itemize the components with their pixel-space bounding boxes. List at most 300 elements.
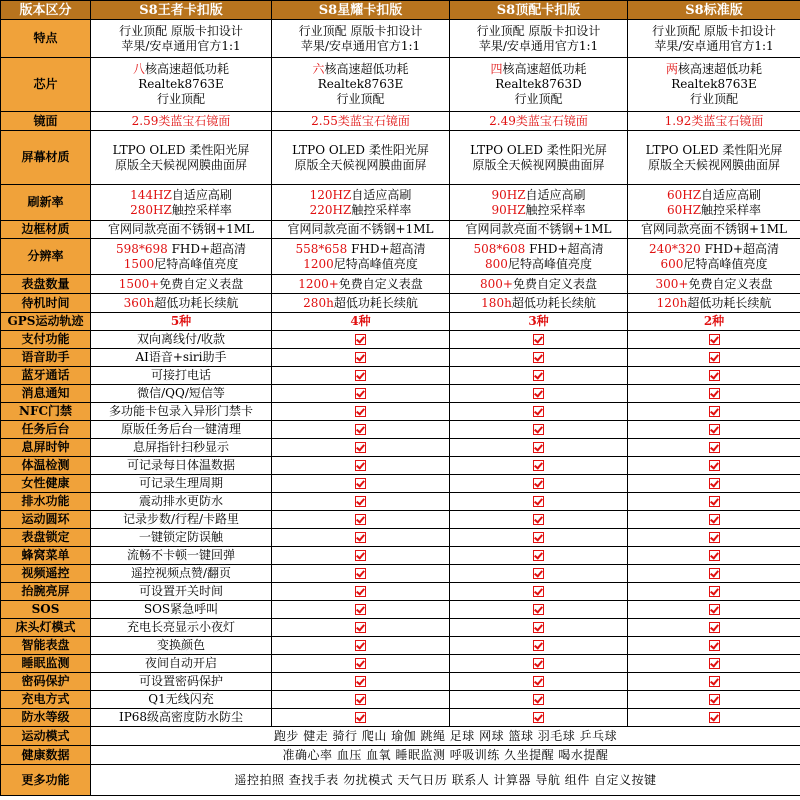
feature-check xyxy=(272,637,450,655)
feature-check xyxy=(450,547,628,565)
cell-text: 触控采样率 xyxy=(351,202,412,217)
checkbox-checked-icon xyxy=(355,460,366,471)
cell-line xyxy=(628,188,800,203)
checkbox-checked-icon xyxy=(709,478,720,489)
highlight-value: 558*658 xyxy=(295,241,348,256)
cell-line xyxy=(272,77,449,92)
checkbox-checked-icon xyxy=(355,676,366,687)
checkbox-checked-icon xyxy=(709,712,720,723)
checkbox-checked-icon xyxy=(533,532,544,543)
spec-cell xyxy=(628,294,800,313)
highlight-value: 四 xyxy=(490,62,503,76)
cell-line xyxy=(450,158,627,173)
checkbox-checked-icon xyxy=(533,352,544,363)
cell-line xyxy=(91,92,271,107)
spec-row-resolution xyxy=(1,239,800,275)
spec-row-bezel xyxy=(1,221,800,239)
spec-cell xyxy=(272,58,450,112)
checkbox-checked-icon xyxy=(709,658,720,669)
checkbox-checked-icon xyxy=(355,694,366,705)
highlight-value: 120HZ xyxy=(309,187,352,202)
header-version: 版本区分 xyxy=(1,1,91,20)
feature-check xyxy=(450,691,628,709)
row-label: 密码保护 xyxy=(1,673,91,691)
cell-line xyxy=(91,24,271,39)
feature-check xyxy=(272,511,450,529)
header-row xyxy=(1,1,800,20)
cell-text: 免费自定义表盘 xyxy=(512,276,597,291)
feature-check xyxy=(450,367,628,385)
cell-line xyxy=(91,77,271,92)
spec-cell xyxy=(450,131,628,185)
cell-text: 苹果/安卓通用官方1:1 xyxy=(654,38,774,53)
cell-line xyxy=(628,257,800,272)
feature-check xyxy=(450,385,628,403)
cell-line xyxy=(450,39,627,54)
cell-text: 尼特高峰值亮度 xyxy=(333,256,418,271)
cell-line xyxy=(91,296,271,311)
row-label: 运动模式 xyxy=(1,727,91,746)
checkbox-checked-icon xyxy=(533,640,544,651)
feature-desc: 夜间自动开启 xyxy=(91,655,272,673)
checkbox-checked-icon xyxy=(533,460,544,471)
checkbox-checked-icon xyxy=(355,568,366,579)
cell-line xyxy=(272,24,449,39)
feature-check xyxy=(272,349,450,367)
cell-line xyxy=(272,39,449,54)
cell-text: LTPO OLED 柔性阳光屏 xyxy=(292,142,429,157)
checkbox-checked-icon xyxy=(355,550,366,561)
spec-cell xyxy=(628,20,800,58)
row-label: 体温检测 xyxy=(1,457,91,475)
highlight-value: 60HZ xyxy=(666,187,702,202)
row-label: 更多功能 xyxy=(1,765,91,796)
row-label: 边框材质 xyxy=(1,221,91,239)
footer-row xyxy=(1,727,800,746)
feature-check xyxy=(272,421,450,439)
cell-line xyxy=(91,203,271,218)
feature-row xyxy=(1,565,800,583)
cell-text: 行业顶配 原版卡扣设计 xyxy=(652,23,776,38)
checkbox-checked-icon xyxy=(533,478,544,489)
row-label: 屏幕材质 xyxy=(1,131,91,185)
highlight-value: 240*320 xyxy=(648,241,701,256)
cell-line xyxy=(628,62,800,77)
feature-check xyxy=(628,439,800,457)
cell-text: 苹果/安卓通用官方1:1 xyxy=(121,38,241,53)
feature-check xyxy=(450,331,628,349)
feature-check xyxy=(450,601,628,619)
spec-cell xyxy=(272,112,450,131)
cell-line xyxy=(91,257,271,272)
checkbox-checked-icon xyxy=(355,532,366,543)
checkbox-checked-icon xyxy=(533,568,544,579)
highlight-value: 300+ xyxy=(655,276,689,291)
spec-cell xyxy=(450,275,628,294)
feature-check xyxy=(272,691,450,709)
checkbox-checked-icon xyxy=(355,352,366,363)
cell-text: LTPO OLED 柔性阳光屏 xyxy=(645,142,783,157)
checkbox-checked-icon xyxy=(355,712,366,723)
cell-text: 苹果/安卓通用官方1:1 xyxy=(300,38,421,53)
cell-line xyxy=(450,77,627,92)
feature-check xyxy=(450,511,628,529)
cell-text: 核高速超低功耗 xyxy=(502,62,587,76)
checkbox-checked-icon xyxy=(709,568,720,579)
feature-desc: AI语音+siri助手 xyxy=(91,349,272,367)
row-label: 床头灯模式 xyxy=(1,619,91,637)
cell-text: 超低功耗长续航 xyxy=(333,295,418,310)
highlight-value: 2.49类蓝宝石镜面 xyxy=(489,113,588,128)
feature-check xyxy=(450,709,628,727)
cell-text: 原版全天候视网膜曲面屏 xyxy=(114,157,247,172)
spec-cell xyxy=(91,20,272,58)
highlight-value: 220HZ xyxy=(309,202,352,217)
feature-check xyxy=(628,529,800,547)
checkbox-checked-icon xyxy=(709,334,720,345)
cell-line xyxy=(272,62,449,77)
checkbox-checked-icon xyxy=(709,622,720,633)
feature-row xyxy=(1,511,800,529)
checkbox-checked-icon xyxy=(533,676,544,687)
row-label: 芯片 xyxy=(1,58,91,112)
checkbox-checked-icon xyxy=(709,388,720,399)
cell-line xyxy=(272,143,449,158)
spec-cell xyxy=(450,112,628,131)
checkbox-checked-icon xyxy=(533,334,544,345)
highlight-value: 1200+ xyxy=(298,276,339,291)
spec-cell xyxy=(628,58,800,112)
feature-check xyxy=(450,583,628,601)
checkbox-checked-icon xyxy=(709,352,720,363)
feature-desc: Q1无线闪充 xyxy=(91,691,272,709)
feature-check xyxy=(272,385,450,403)
cell-text: Realtek8763E xyxy=(671,77,757,91)
spec-row-gps xyxy=(1,313,800,331)
feature-row xyxy=(1,367,800,385)
feature-check xyxy=(450,565,628,583)
highlight-value: 600 xyxy=(660,256,684,271)
feature-desc: 双向离线付/收款 xyxy=(91,331,272,349)
cell-line xyxy=(91,188,271,203)
feature-desc: 可记录生理周期 xyxy=(91,475,272,493)
highlight-value: 2.55类蓝宝石镜面 xyxy=(311,113,410,128)
checkbox-checked-icon xyxy=(355,388,366,399)
feature-desc: SOS紧急呼叫 xyxy=(91,601,272,619)
row-label: 运动圆环 xyxy=(1,511,91,529)
cell-text: 行业顶配 原版卡扣设计 xyxy=(476,23,601,38)
feature-check xyxy=(628,331,800,349)
feature-desc: 记录步数/行程/卡路里 xyxy=(91,511,272,529)
spec-cell xyxy=(272,239,450,275)
highlight-value: 280HZ xyxy=(130,202,172,217)
feature-row xyxy=(1,619,800,637)
cell-text: Realtek8763E xyxy=(138,77,224,91)
row-label: 分辨率 xyxy=(1,239,91,275)
checkbox-checked-icon xyxy=(533,712,544,723)
cell-line xyxy=(450,296,627,311)
checkbox-checked-icon xyxy=(533,406,544,417)
row-label: 蜂窝菜单 xyxy=(1,547,91,565)
row-label: 视频遥控 xyxy=(1,565,91,583)
feature-desc: IP68级高密度防水防尘 xyxy=(91,709,272,727)
footer-row xyxy=(1,765,800,796)
cell-text: 行业顶配 xyxy=(689,92,738,106)
footer-row xyxy=(1,746,800,765)
feature-check xyxy=(272,403,450,421)
cell-text: 自适应高刷 xyxy=(171,187,232,202)
header-s8-king: S8王者卡扣版 xyxy=(91,1,272,20)
spec-cell: 官网同款亮面不锈钢+1ML xyxy=(272,221,450,239)
checkbox-checked-icon xyxy=(533,604,544,615)
cell-text: 超低功耗长续航 xyxy=(511,295,596,310)
cell-line xyxy=(628,77,800,92)
highlight-value: 800+ xyxy=(480,276,513,291)
header-s8-top: S8顶配卡扣版 xyxy=(450,1,628,20)
feature-check xyxy=(450,439,628,457)
feature-check xyxy=(272,565,450,583)
footer-text: 准确心率 血压 血氧 睡眠监测 呼吸训练 久坐提醒 喝水提醒 xyxy=(91,746,800,765)
row-label: 防水等级 xyxy=(1,709,91,727)
row-label: 女性健康 xyxy=(1,475,91,493)
feature-desc: 震动排水更防水 xyxy=(91,493,272,511)
feature-check xyxy=(272,601,450,619)
highlight-value: 120h xyxy=(656,295,688,310)
cell-text: 触控采样率 xyxy=(171,202,232,217)
checkbox-checked-icon xyxy=(355,640,366,651)
feature-check xyxy=(272,619,450,637)
feature-check xyxy=(272,709,450,727)
spec-cell xyxy=(91,294,272,313)
feature-check xyxy=(450,349,628,367)
highlight-value: 360h xyxy=(123,295,155,310)
checkbox-checked-icon xyxy=(533,514,544,525)
cell-text: 苹果/安卓通用官方1:1 xyxy=(478,38,599,53)
spec-row-features xyxy=(1,20,800,58)
feature-row xyxy=(1,601,800,619)
checkbox-checked-icon xyxy=(533,442,544,453)
header-s8-standard: S8标准版 xyxy=(628,1,800,20)
cell-line xyxy=(628,242,800,257)
feature-check xyxy=(272,439,450,457)
cell-line xyxy=(450,188,627,203)
checkbox-checked-icon xyxy=(533,496,544,507)
feature-row xyxy=(1,673,800,691)
cell-text: 自适应高刷 xyxy=(525,187,586,202)
highlight-value: 六 xyxy=(312,62,325,76)
highlight-value: 3种 xyxy=(528,314,549,328)
cell-line xyxy=(272,296,449,311)
row-label: 智能表盘 xyxy=(1,637,91,655)
spec-cell xyxy=(272,313,450,331)
feature-check xyxy=(628,493,800,511)
spec-cell xyxy=(450,294,628,313)
row-label: 抬腕亮屏 xyxy=(1,583,91,601)
spec-cell xyxy=(272,185,450,221)
row-label: 息屏时钟 xyxy=(1,439,91,457)
row-label: 充电方式 xyxy=(1,691,91,709)
checkbox-checked-icon xyxy=(355,604,366,615)
row-label: 蓝牙通话 xyxy=(1,367,91,385)
feature-check xyxy=(272,493,450,511)
cell-text: 尼特高峰值亮度 xyxy=(683,256,768,271)
cell-line xyxy=(628,92,800,107)
highlight-value: 1500+ xyxy=(118,276,160,291)
row-label: 任务后台 xyxy=(1,421,91,439)
feature-row xyxy=(1,439,800,457)
checkbox-checked-icon xyxy=(533,388,544,399)
spec-cell xyxy=(91,131,272,185)
highlight-value: 2.59类蓝宝石镜面 xyxy=(131,113,231,128)
cell-text: 行业顶配 原版卡扣设计 xyxy=(298,23,423,38)
cell-text: Realtek8763E xyxy=(317,77,404,91)
cell-text: Realtek8763D xyxy=(495,77,582,91)
row-label: SOS xyxy=(1,601,91,619)
feature-check xyxy=(628,601,800,619)
checkbox-checked-icon xyxy=(533,424,544,435)
feature-desc: 一键锁定防误触 xyxy=(91,529,272,547)
cell-text: 行业顶配 原版卡扣设计 xyxy=(119,23,243,38)
spec-row-refresh xyxy=(1,185,800,221)
cell-text: FHD+超高清 xyxy=(525,241,604,256)
feature-desc: 可设置开关时间 xyxy=(91,583,272,601)
cell-line xyxy=(91,62,271,77)
feature-row xyxy=(1,529,800,547)
checkbox-checked-icon xyxy=(709,460,720,471)
feature-row xyxy=(1,403,800,421)
feature-check xyxy=(628,421,800,439)
spec-cell xyxy=(91,58,272,112)
feature-desc: 充电长亮显示小夜灯 xyxy=(91,619,272,637)
highlight-value: 60HZ xyxy=(666,202,702,217)
highlight-value: 598*698 xyxy=(115,241,168,256)
cell-line xyxy=(272,203,449,218)
spec-cell xyxy=(272,131,450,185)
feature-check xyxy=(628,385,800,403)
checkbox-checked-icon xyxy=(355,442,366,453)
checkbox-checked-icon xyxy=(533,370,544,381)
feature-check xyxy=(628,673,800,691)
row-label: NFC门禁 xyxy=(1,403,91,421)
highlight-value: 90HZ xyxy=(491,202,526,217)
feature-check xyxy=(628,655,800,673)
cell-line xyxy=(272,257,449,272)
feature-check xyxy=(628,457,800,475)
cell-line xyxy=(272,277,449,292)
cell-line xyxy=(628,158,800,173)
spec-cell xyxy=(272,275,450,294)
feature-row xyxy=(1,331,800,349)
checkbox-checked-icon xyxy=(709,406,720,417)
row-label: 睡眠监测 xyxy=(1,655,91,673)
feature-check xyxy=(628,547,800,565)
spec-row-screen xyxy=(1,131,800,185)
spec-cell: 官网同款亮面不锈钢+1ML xyxy=(628,221,800,239)
spec-cell: 官网同款亮面不锈钢+1ML xyxy=(91,221,272,239)
checkbox-checked-icon xyxy=(709,532,720,543)
cell-text: 行业顶配 xyxy=(336,92,385,106)
feature-check xyxy=(450,421,628,439)
feature-check xyxy=(628,583,800,601)
cell-line xyxy=(450,62,627,77)
cell-line xyxy=(628,203,800,218)
feature-desc: 可设置密码保护 xyxy=(91,673,272,691)
cell-text: 免费自定义表盘 xyxy=(688,276,773,291)
spec-cell xyxy=(272,20,450,58)
row-label: GPS运动轨迹 xyxy=(1,313,91,331)
spec-cell xyxy=(628,239,800,275)
cell-line xyxy=(91,277,271,292)
cell-line xyxy=(272,158,449,173)
spec-row-standby xyxy=(1,294,800,313)
cell-text: 自适应高刷 xyxy=(351,187,412,202)
checkbox-checked-icon xyxy=(709,370,720,381)
row-label: 镜面 xyxy=(1,112,91,131)
feature-row xyxy=(1,349,800,367)
feature-check xyxy=(272,331,450,349)
cell-line xyxy=(628,143,800,158)
feature-check xyxy=(450,673,628,691)
feature-check xyxy=(272,457,450,475)
highlight-value: 90HZ xyxy=(491,187,526,202)
feature-desc: 多功能卡包录入异形门禁卡 xyxy=(91,403,272,421)
cell-line xyxy=(450,277,627,292)
checkbox-checked-icon xyxy=(709,586,720,597)
feature-row xyxy=(1,655,800,673)
feature-row xyxy=(1,709,800,727)
feature-row xyxy=(1,421,800,439)
feature-check xyxy=(272,547,450,565)
feature-row xyxy=(1,475,800,493)
feature-check xyxy=(272,529,450,547)
spec-cell xyxy=(628,275,800,294)
cell-text: 行业顶配 xyxy=(514,92,563,106)
feature-row xyxy=(1,637,800,655)
checkbox-checked-icon xyxy=(709,496,720,507)
cell-line xyxy=(450,24,627,39)
feature-check xyxy=(450,457,628,475)
cell-text: 超低功耗长续航 xyxy=(687,295,772,310)
spec-cell xyxy=(450,239,628,275)
checkbox-checked-icon xyxy=(533,694,544,705)
cell-text: 尼特高峰值亮度 xyxy=(154,256,239,271)
highlight-value: 5种 xyxy=(170,314,192,328)
feature-desc: 遥控视频点赞/翻页 xyxy=(91,565,272,583)
feature-row xyxy=(1,547,800,565)
feature-check xyxy=(450,655,628,673)
cell-line xyxy=(91,39,271,54)
spec-row-lens xyxy=(1,112,800,131)
highlight-value: 508*608 xyxy=(473,241,526,256)
cell-line xyxy=(450,92,627,107)
feature-check xyxy=(628,691,800,709)
checkbox-checked-icon xyxy=(355,496,366,507)
spec-cell xyxy=(272,294,450,313)
feature-check xyxy=(628,367,800,385)
checkbox-checked-icon xyxy=(355,586,366,597)
highlight-value: 八 xyxy=(132,62,145,76)
checkbox-checked-icon xyxy=(355,424,366,435)
cell-text: 自适应高刷 xyxy=(701,187,762,202)
row-label: 刷新率 xyxy=(1,185,91,221)
spec-cell xyxy=(628,131,800,185)
cell-text: FHD+超高清 xyxy=(700,241,780,256)
checkbox-checked-icon xyxy=(355,406,366,417)
spec-cell xyxy=(450,20,628,58)
spec-cell xyxy=(450,58,628,112)
checkbox-checked-icon xyxy=(533,550,544,561)
cell-line xyxy=(450,203,627,218)
